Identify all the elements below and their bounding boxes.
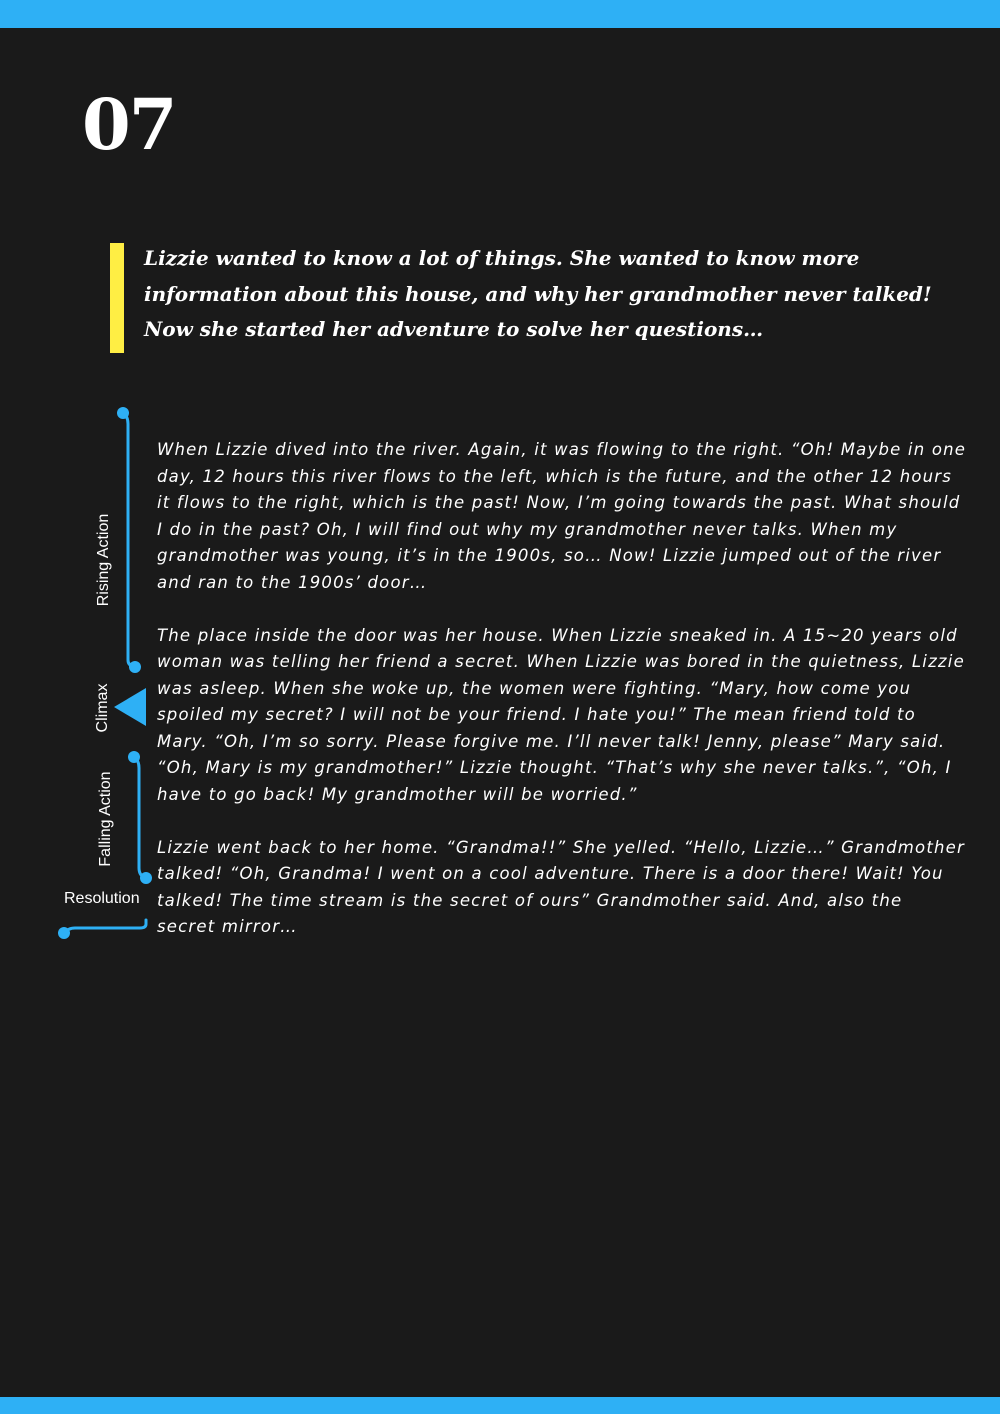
- resolution-label: Resolution: [64, 890, 140, 907]
- falling-action-label: Falling Action: [97, 771, 114, 867]
- page-number: 07: [82, 83, 176, 166]
- rising-action-bracket: [123, 413, 135, 667]
- climax-label: Climax: [94, 683, 111, 733]
- rising-action-label: Rising Action: [95, 513, 112, 607]
- story-paragraph-2: The place inside the door was her house. When Lizzie sneaked in. A 15~20 years old woman was telling her friend a secret. When Lizzie was bored in the quietness, Lizzie was asleep. When she woke up, the women were fighting. “Mary, how come you spoiled my secret? I will not be your friend. I hate you!” The mean friend told to Mary. “Oh, I’m so sorry. Please forgive me. I’ll never talk! Jenny, please” Mary said. “Oh, Mary is my grandmother!” Lizzie thought. “That’s why she never talks.”, “Oh, I have to go back! My grandmother will be worried.”: [157, 625, 965, 804]
- falling-action-end-dot: [140, 872, 152, 884]
- rising-action-end-dot: [129, 661, 141, 673]
- climax-marker: [114, 688, 146, 726]
- story-body: [157, 437, 967, 967]
- story-paragraph-1: When Lizzie dived into the river. Again, it was flowing to the right. “Oh! Maybe in one day, 12 hours this river flows to the left, which is the future, and the other 12 hours it flows to the right, which is the past! Now, I’m going towards the past. What should I do in the past? Oh, I will find out why my grandmother never talks. When my grandmother was young, it’s in the 1900s, so… Now! Lizzie jumped out of the river and ran to the 1900s’ door…: [157, 440, 967, 592]
- resolution-end-dot: [58, 927, 70, 939]
- falling-action-bracket: [134, 757, 146, 878]
- story-paragraph-3: Lizzie went back to her home. “Grandma!!” She yelled. “Hello, Lizzie…” Grandmother talked! “Oh, Grandma! I went on a cool adventure. There is a door there! Wait! You talked! The time stream is the secret of ours” Grandmother said. And, also the secret mirror…: [157, 837, 965, 936]
- plot-timeline: [0, 0, 160, 960]
- intro-quote: Lizzie wanted to know a lot of things. She wanted to know more information about this house, and why her grandmother never talked! Now she started her adventure to solve her questions…: [144, 246, 932, 341]
- resolution-line: [65, 920, 146, 933]
- bottom-accent-bar: [0, 1397, 1000, 1414]
